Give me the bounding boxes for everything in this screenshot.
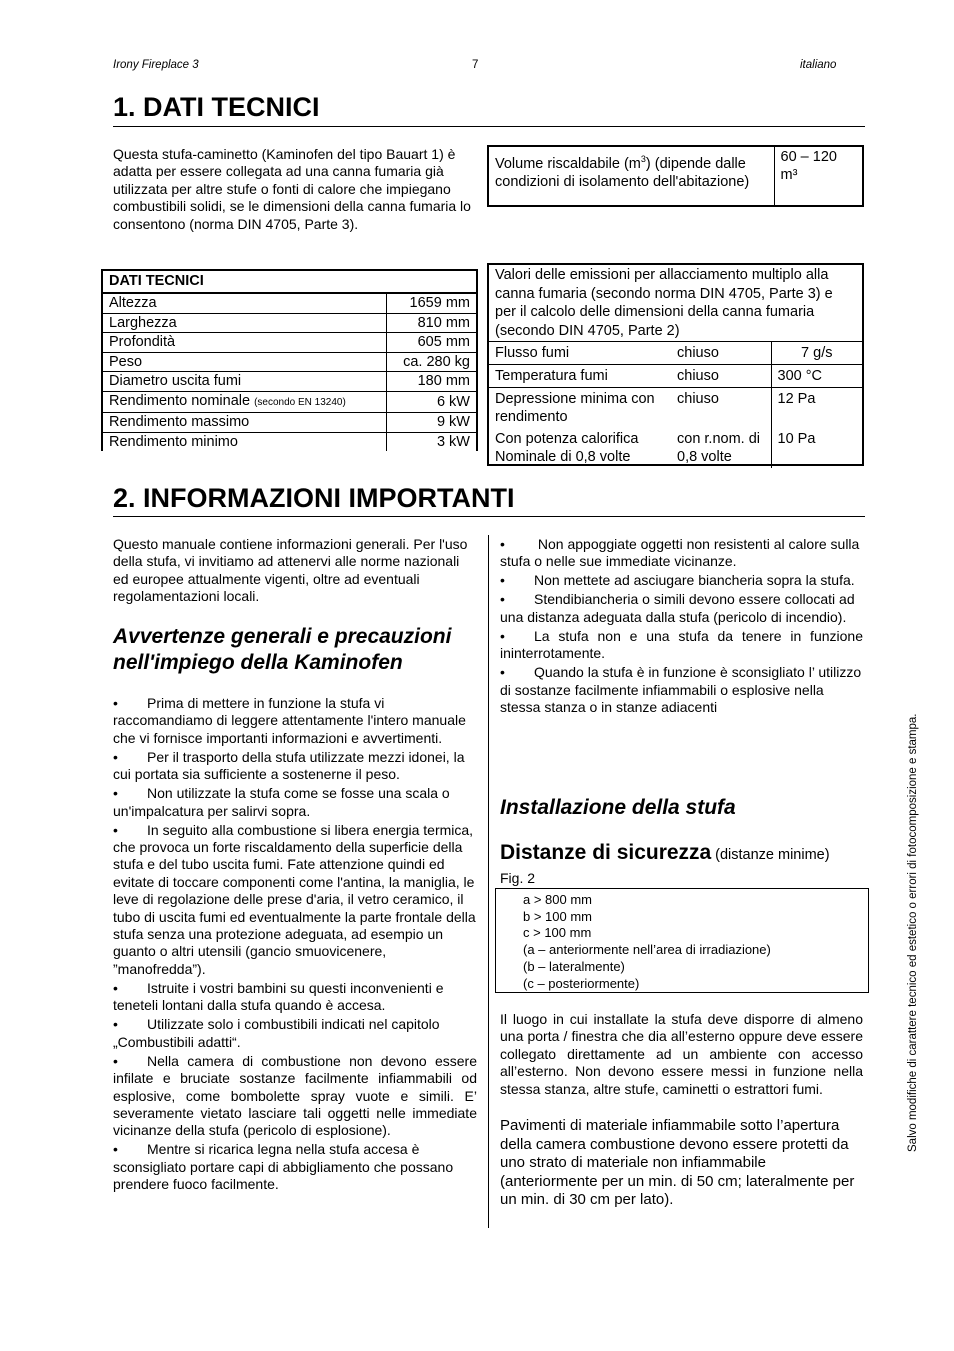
bullet-item: [113, 785, 477, 820]
emission-row-value: 10 Pa: [771, 428, 862, 468]
emission-row-value: 7 g/s: [771, 342, 862, 365]
emission-row-label: Flusso fumi: [489, 342, 671, 365]
tech-table-row: [103, 352, 476, 372]
emission-row-state: con r.nom. di 0,8 volte: [677, 431, 761, 465]
bullet-dot: •: [113, 1141, 118, 1158]
emission-table-row: [489, 365, 862, 388]
tech-row-label: Rendimento minimo: [109, 433, 238, 450]
bullet-dot: •: [113, 748, 118, 765]
emission-row-state: chiuso: [671, 388, 771, 429]
bullet-item: [113, 1053, 477, 1140]
tech-row-value: 6 kW: [386, 391, 476, 413]
emission-row-state: chiuso: [671, 342, 771, 365]
divider: [113, 516, 865, 517]
tech-table-header: DATI TECNICI: [103, 271, 476, 293]
bullet-dot: •: [500, 627, 505, 644]
section-title-dati-tecnici: 1. DATI TECNICI: [113, 92, 320, 122]
bullet-item: [500, 572, 863, 589]
bullet-dot: •: [500, 591, 505, 608]
doc-title: Irony Fireplace 3: [113, 59, 199, 71]
emission-table-row: [489, 342, 862, 365]
bullet-item: [113, 749, 477, 784]
emission-row-label: Temperatura fumi: [489, 365, 671, 388]
install-heading: Installazione della stufa: [500, 796, 736, 819]
bullet-text: Prima di mettere in funzione la stufa vi raccomandiamo di leggere attentamente l'intero manuale che vi fornisce importanti informazioni e avvertimenti.: [113, 695, 466, 746]
tech-row-value: ca. 280 kg: [386, 352, 476, 372]
distance-heading: Distanze di sicurezza (distanze minime): [500, 841, 830, 864]
disclaimer-side-note: Salvo modifiche di carattere tecnico ed estetico o errori di fotocomposizione e stampa.: [907, 713, 919, 1152]
emission-table-row: [489, 388, 862, 429]
bullet-dot: •: [113, 821, 118, 838]
page-number: 7: [472, 59, 479, 71]
volume-value: 60 – 120 m³: [780, 149, 837, 183]
distance-line: (b – lateralmente): [523, 958, 625, 974]
tech-row-value: 810 mm: [386, 313, 476, 333]
tech-table-row: [103, 372, 476, 392]
fig-label: Fig. 2: [500, 870, 536, 886]
volume-label: Volume riscaldabile $(m^3)$ (dipende dalle condizioni di isolamento dell'abitazione): [489, 147, 774, 205]
warnings-list: [113, 695, 477, 1195]
intro-paragraph-2: Questo manuale contiene informazioni generali. Per l'uso della stufa, vi invitiamo ad attenervi alle norme nazionali ed europee attualmente vigenti, oltre ad eventuali regolamentazioni locali.: [113, 536, 468, 605]
install-paragraph: Il luogo in cui installate la stufa deve disporre di almeno una porta / finestra che dia all’esterno oppure deve essere collegato direttamente ad un ambiente con accesso all’esterno. Non devono essere messi in funzione nella stessa stanza, altre stufe, caminetti o estrattori fumi.: [500, 1011, 863, 1097]
bullet-dot: •: [113, 1052, 118, 1069]
tech-table-row: [103, 432, 476, 451]
emission-table-row: [489, 428, 862, 468]
column-divider: [488, 535, 489, 1228]
distance-line: b > 100 mm: [523, 908, 593, 924]
emission-row-label: Depressione minima con rendimento: [489, 388, 671, 429]
bullet-item: [113, 980, 477, 1015]
tech-row-label: Larghezza: [103, 313, 386, 333]
tech-row-value: 1659 mm: [386, 293, 476, 313]
bullet-dot: •: [500, 536, 505, 552]
tech-row-value: 9 kW: [386, 413, 476, 433]
language-label: italiano: [800, 59, 837, 71]
bullet-text: Non mettete ad asciugare biancheria sopra la stufa.: [534, 572, 855, 589]
emission-row-value: 300 °C: [771, 365, 862, 388]
tech-row-label: Peso: [103, 352, 386, 372]
tech-table-row: [103, 313, 476, 333]
tech-row-label: Rendimento massimo: [103, 413, 386, 433]
bullet-item: [113, 1141, 477, 1193]
bullet-dot: •: [113, 979, 118, 996]
emission-row-state: chiuso: [671, 365, 771, 388]
tech-row-label: Rendimento nominale (secondo EN 13240): [103, 391, 386, 413]
bullet-item: [500, 664, 863, 716]
intro-paragraph: Questa stufa-caminetto (Kaminofen del tipo Bauart 1) è adatta per essere collegata ad una canna fumaria già utilizzata per altre stufe o fonti di calore che impiegano combustibili solidi, se le dimensioni della canna fumaria lo consentono (norma DIN 4705, Parte 3).: [113, 146, 471, 232]
bullet-dot: •: [113, 695, 118, 711]
emission-table-header: Valori delle emissioni per allacciamento multiplo alla canna fumaria (secondo norma DIN 4705, Parte 3) e per il calcolo delle dimensioni della canna fumaria (secondo DIN 4705, Parte 2): [495, 267, 833, 339]
tech-table-row: [103, 391, 476, 413]
tech-row-value: 180 mm: [386, 372, 476, 392]
bullet-item: [500, 536, 863, 571]
divider: [113, 126, 865, 127]
tech-row-label: Altezza: [103, 293, 386, 313]
bullet-text: In seguito alla combustione si libera energia termica, che provoca un forte riscaldamento della superficie della stufa e del tubo uscita fumi. Fate attenzione quindi ed evitate di toccare componenti come l'antina, la maniglia, le leve di regolazione delle prese d'aria, il vetro ceramico, il tubo di uscita fumi ed eventualmente la parte frontale della stufa senza una protezione adeguata, ad esempio un guanto o altri utensili (gancio smuovicenere, ”manofredda”).: [113, 821, 476, 977]
bullet-dot: •: [113, 1016, 118, 1033]
volume-box: [487, 145, 864, 207]
tech-table-row: [103, 333, 476, 353]
bullet-text: Utilizzate solo i combustibili indicati nel capitolo „Combustibili adatti“.: [113, 1016, 440, 1050]
floor-paragraph: Pavimenti di materiale infiammabile sotto l’apertura della camera combustione devono essere protetti da uno strato di materiale non infiammabile (anteriormente per un min. di 50 cm; lateralmente per un min. di 30 cm per lato).: [500, 1117, 855, 1209]
distance-line: c > 100 mm: [523, 925, 592, 941]
bullet-text: Non appoggiate oggetti non resistenti al calore sulla stufa o nelle sue immediate vicinanze.: [500, 536, 860, 570]
bullet-item: [113, 695, 477, 747]
bullet-text: Quando la stufa è in funzione è sconsigliato l’ utilizzo di sostanze facilmente infiammabili o esplosive nella stessa stanza o in stanze adiacenti: [500, 664, 862, 716]
bullet-text: Non utilizzate la stufa come se fosse una scala o un'impalcatura per salirvi sopra.: [113, 785, 450, 819]
distance-figure-box: [495, 888, 869, 993]
tech-row-value: 605 mm: [386, 333, 476, 353]
warnings-heading: Avvertenze generali e precauzioni nell'impiego della Kaminofen: [113, 625, 452, 674]
tech-row-value: 3 kW: [386, 432, 476, 451]
bullet-item: [500, 591, 863, 626]
bullet-item: [113, 822, 477, 979]
distance-line: (a – anteriormente nell’area di irradiazione): [523, 942, 771, 958]
section-title-informazioni: 2. INFORMAZIONI IMPORTANTI: [113, 483, 515, 513]
warnings-list-right: [500, 536, 863, 718]
bullet-dot: •: [500, 572, 505, 589]
distance-line: a > 800 mm: [523, 892, 593, 907]
tech-data-table: [101, 269, 478, 451]
tech-row-label: Diametro uscita fumi: [103, 372, 386, 392]
bullet-text: Per il trasporto della stufa utilizzate mezzi idonei, la cui portata sia sufficiente a sostenerne il peso.: [113, 748, 465, 783]
distance-line: (c – posteriormente): [523, 975, 640, 991]
bullet-text: La stufa non e una stufa da tenere in funzione ininterrotamente.: [500, 627, 863, 662]
bullet-text: Istruite i vostri bambini su questi inconvenienti e teneteli lontani dalla stufa quando è accesa.: [113, 979, 444, 1014]
bullet-text: Mentre si ricarica legna nella stufa accesa è sconsigliato portare capi di abbigliamento che possano prendere fuoco facilmente.: [113, 1141, 454, 1193]
bullet-item: [113, 1016, 477, 1051]
bullet-dot: •: [500, 664, 505, 681]
tech-table-row: [103, 293, 476, 313]
emission-row-label: Con potenza calorifica Nominale di 0,8 volte: [495, 431, 639, 465]
bullet-text: Nella camera di combustione non devono essere infilate e bruciate sostanze facilmente infiammabili od esplosive, come bombolette spray vuote e simili. E’ severamente vietato lasciare tali oggetti nelle immediate vicinanze della stufa (pericolo di esplosione).: [113, 1052, 477, 1139]
bullet-text: Stendibiancheria o simili devono essere collocati ad una distanza adeguata dalla stufa (pericolo di incendio).: [500, 591, 855, 625]
tech-table-row: [103, 413, 476, 433]
emission-row-value: 12 Pa: [771, 388, 862, 429]
tech-row-label: Profondità: [103, 333, 386, 353]
emission-table: [487, 263, 864, 466]
bullet-item: [500, 628, 863, 663]
bullet-dot: •: [113, 785, 118, 802]
